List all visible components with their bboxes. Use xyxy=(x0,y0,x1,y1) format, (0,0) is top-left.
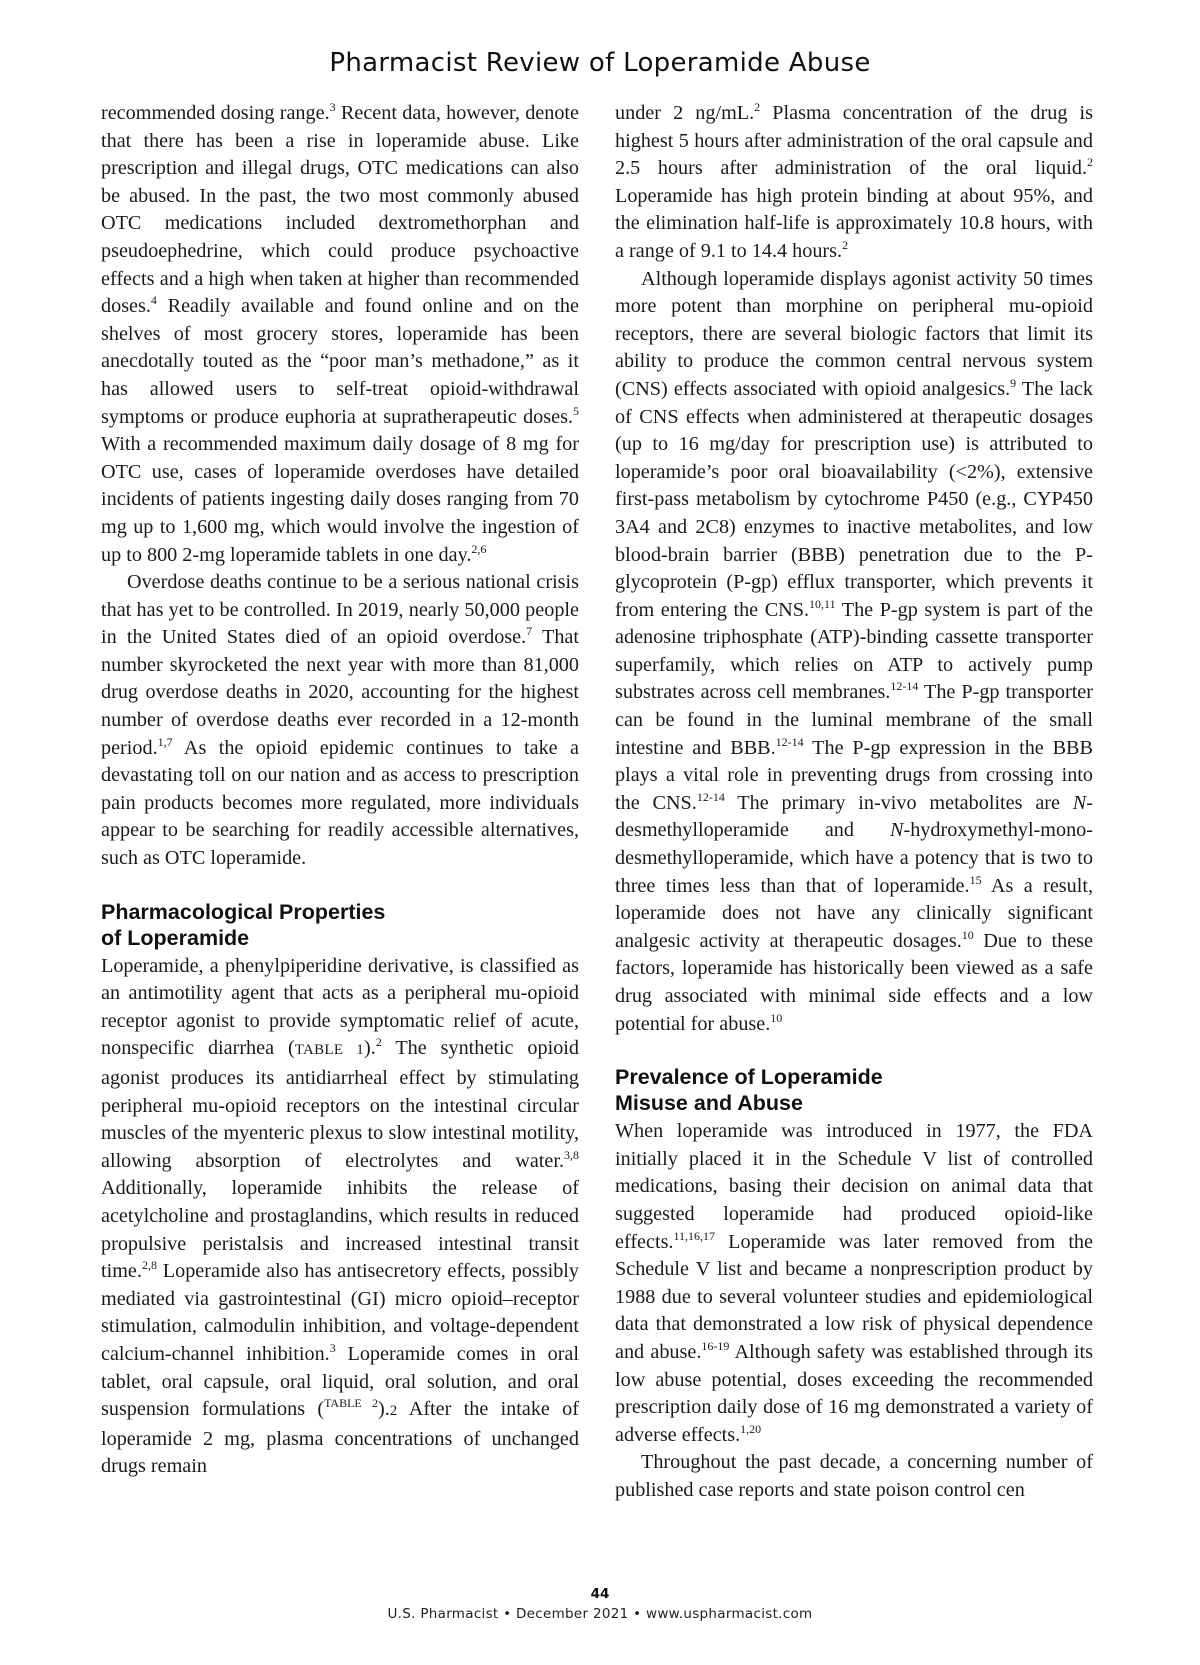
citation: 12-14 xyxy=(696,789,725,804)
body-paragraph: under 2 ng/mL.$^2$ Plasma concentration of the drug is highest 5 hours after administration of the oral capsule and 2.5 hours after administration of the oral liquid.$^2$ Loperamide has high protein binding at about 95%, and the elimination half-life is approximately 10.8 hours, with a range of 9.1 to 14.4 hours.$^2$ xyxy=(615,100,1093,262)
citation: 2 xyxy=(842,237,849,252)
section-heading: Prevalence of Loperamide Misuse and Abuse xyxy=(615,1065,883,1116)
citation: 15 xyxy=(969,872,982,887)
page-number: 44 xyxy=(590,1586,610,1602)
citation: 2 xyxy=(754,100,761,114)
citation: 2,8 xyxy=(141,1258,157,1273)
citation: 2 xyxy=(1087,155,1093,170)
citation: 10,11 xyxy=(809,596,836,611)
right-column xyxy=(615,100,1093,1505)
citation: 2,6 xyxy=(471,541,487,556)
body-paragraph: Throughout the past decade, a concerning number of published case reports and state poison control cen xyxy=(615,1451,1093,1501)
section-heading: Pharmacological Properties of Loperamide xyxy=(101,899,386,950)
citation: 11,16,17 xyxy=(673,1228,716,1243)
citation: 1,20 xyxy=(740,1421,762,1436)
citation: 12-14 xyxy=(890,679,919,694)
body-paragraph: Overdose deaths continue to be a serious national crisis that has yet to be controlled. In 2019, nearly 50,000 people in the United States died of an opioid overdose.$^7$ That number skyrocketed the next year with more than 81,000 drug overdose deaths in 2020, accounting for the highest number of overdose deaths ever recorded in a 12-month period.$^{1,7}$ As the opioid epidemic continues to take a devastating toll on our nation and as access to prescription pain products becomes more regulated, more individuals appear to be searching for readily accessible alternatives, such as OTC loperamide. xyxy=(101,571,579,870)
citation: 4 xyxy=(150,293,157,308)
citation: 5 xyxy=(573,403,579,418)
citation: 7 xyxy=(526,624,533,639)
page-title: Pharmacist Review of Loperamide Abuse xyxy=(329,48,871,78)
citation: 3 xyxy=(329,100,336,114)
body-paragraph: Although loperamide displays agonist activity 50 times more potent than morphine on peripheral mu-opioid receptors, there are several biologic factors that limit its ability to produce the common central nervous system (CNS) effects associated with opioid analgesics.$^9$ The lack of CNS effects when administered at therapeutic dosages (up to 16 mg/day for prescription use) is attributed to loperamide’s poor oral bioavailability (<2%), extensive first-pass metabolism by cytochrome P450 (e.g., CYP450 3A4 and 2C8) enzymes to inactive metabolites, and low blood-brain barrier (BBB) penetration due to the P-glycoprotein (P-gp) efflux transporter, which prevents it from entering the CNS.$^{10,11}$ The P-gp system is part of the adenosine triphosphate (ATP)-binding cassette transporter superfamily, which relies on ATP to actively pump substrates across cell membranes.$^{12-14}$ The P-gp transporter can be found in the luminal membrane of the small intestine and BBB.$^{12-14}$ The P-gp expression in the BBB plays a vital role in preventing drugs from crossing into the CNS.$^{12-14}$ The primary in-vivo metabolites are N-desmethylloperamide and N-hydroxymethyl-mono-desmethylloperamide, which have a potency that is two to three times less than that of loperamide.$^{15}$ As a result, loperamide does not have any clinically significant analgesic activity at therapeutic dosages.$^{10}$ Due to these factors, loperamide has historically been viewed as a safe drug associated with minimal side effects and a low potential for abuse.$^{10}$ xyxy=(615,267,1093,1035)
citation: TABLE 2 xyxy=(324,1396,378,1411)
citation: 3,8 xyxy=(564,1147,579,1162)
table-reference: 2 xyxy=(389,1403,398,1420)
citation: 1,7 xyxy=(157,734,173,749)
body-paragraph: When loperamide was introduced in 1977, the FDA initially placed it in the Schedule V list of controlled medications, basing their decision on animal data that suggested loperamide had produced opioid-like effects.$^{11,16,17}$ Loperamide was later removed from the Schedule V list and became a nonprescription product by 1988 due to several volunteer studies and epidemiological data that demonstrated a low risk of physical dependence and abuse.$^{16-19}$ Although safety was established through its low abuse potential, doses exceeding the recommended prescription daily dose of 16 mg demonstrated a variety of adverse effects.$^{1,20}$ xyxy=(615,1120,1093,1446)
citation: 10 xyxy=(961,927,974,942)
left-column xyxy=(101,100,579,1481)
body-paragraph: Loperamide, a phenylpiperidine derivative, is classified as an antimotility agent that acts as a peripheral mu-opioid receptor agonist to provide symptomatic relief of acute, nonspecific diarrhea (TABLE 1).$^2$ The synthetic opioid agonist produces its antidiarrheal effect by stimulating peripheral mu-opioid receptors on the intestinal circular muscles of the myenteric plexus to slow intestinal motility, allowing absorption of electrolytes and water.$^{3,8}$ Additionally, loperamide inhibits the release of acetylcholine and prostaglandins, which results in reduced propulsive peristalsis and increased intestinal transit time.$^{2,8}$ Loperamide also has antisecretory effects, possibly mediated via gastrointestinal (GI) micro opioid–receptor stimulation, calmodulin inhibition, and voltage-dependent calcium-channel inhibition.$^3$ Loperamide comes in oral tablet, oral capsule, oral liquid, oral solution, and oral suspension formulations ($^{TABLE 2}$).2 After the intake of loperamide 2 mg, plasma concentrations of unchanged drugs remain xyxy=(101,954,579,1478)
table-reference: TABLE 1 xyxy=(294,1042,365,1059)
citation: 16-19 xyxy=(701,1338,730,1353)
citation: 12-14 xyxy=(775,734,804,749)
body-paragraph: recommended dosing range.$^3$ Recent data, however, denote that there has been a rise in loperamide abuse. Like prescription and illegal drugs, OTC medications can also be abused. In the past, the two most commonly abused OTC medications included dextromethorphan and pseudoephedrine, which could produce psychoactive effects and a high when taken at higher than recommended doses.$^4$ Readily available and found online and on the shelves of most grocery stores, loperamide has been anecdotally touted as the “poor man’s methadone,” as it has allowed users to self-treat opioid-withdrawal symptoms or produce euphoria at supratherapeutic doses.$^5$ With a recommended maximum daily dosage of 8 mg for OTC use, cases of loperamide overdoses have detailed incidents of patients ingesting daily doses ranging from 70 mg up to 1,600 mg, which would involve the ingestion of up to 800 2-mg loperamide tablets in one day.$^{2,6}$ xyxy=(101,100,579,566)
citation: 10 xyxy=(770,1010,783,1025)
citation: 3 xyxy=(329,1340,336,1355)
citation: 2 xyxy=(375,1035,382,1050)
footer-credit: U.S. Pharmacist • December 2021 • www.uspharmacist.com xyxy=(387,1606,813,1622)
citation: 9 xyxy=(1010,375,1017,390)
